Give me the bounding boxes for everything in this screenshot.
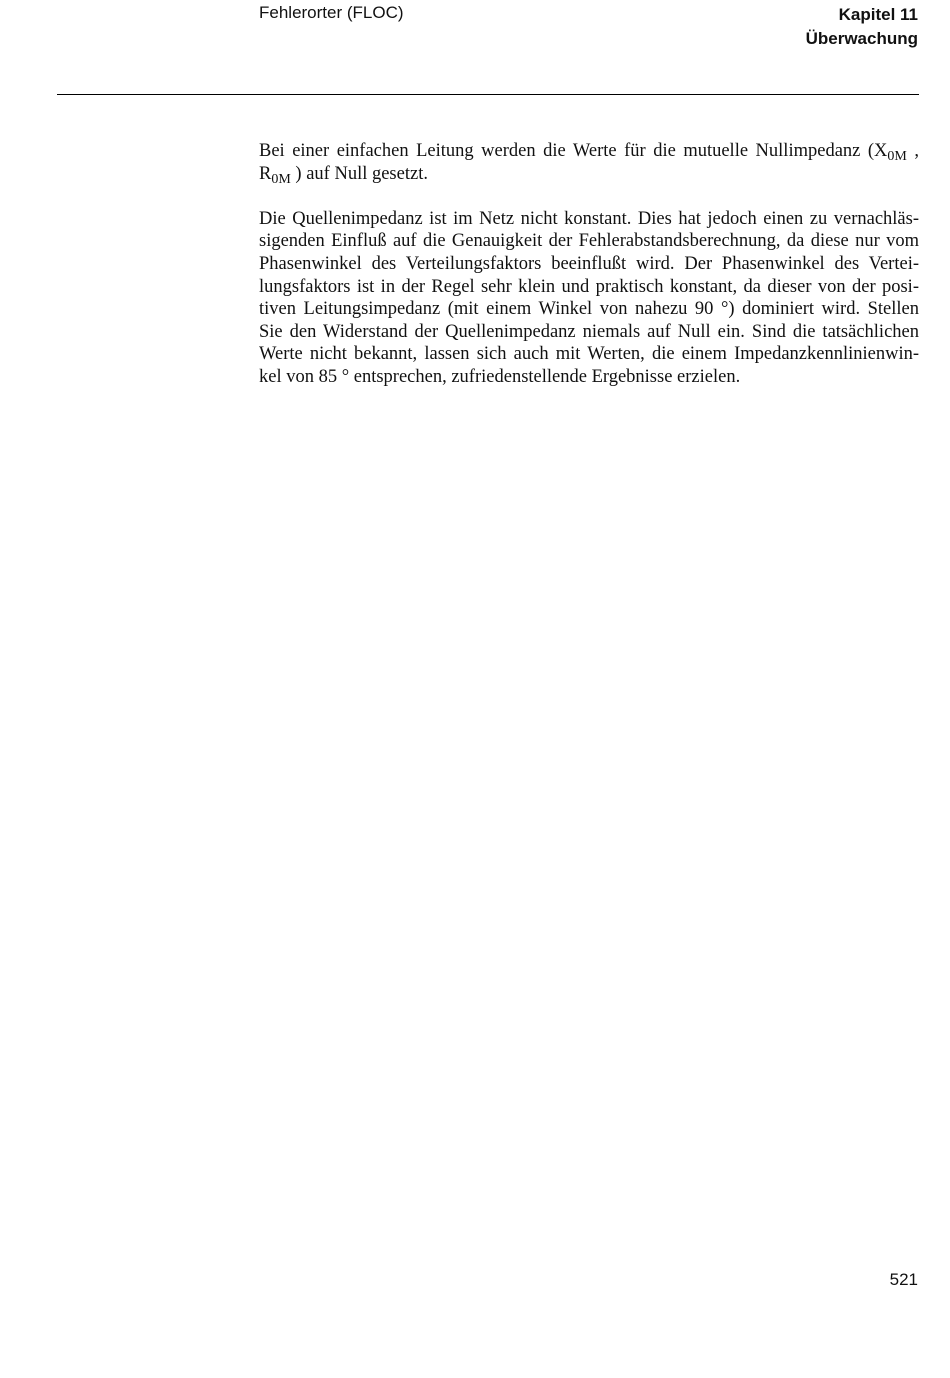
paragraph-2-line: kel von 85 ° entsprechen, zufriedenstellende Ergebnisse erzielen. — [259, 366, 741, 387]
paragraph-2-line: Phasenwinkel des Verteilungsfaktors beeinflußt wird. Der Phasenwinkel des Vertei- — [259, 253, 919, 274]
header-chapter-number: Kapitel 11 — [838, 5, 918, 24]
paragraph-1-comma: , — [906, 141, 919, 161]
paragraph-2-line: Werte nicht bekannt, lassen sich auch mit Werten, die einem Impedanzkennlinienwin- — [259, 344, 919, 365]
paragraph-2-line: tiven Leitungsimpedanz (mit einem Winkel von nahezu 90 °) dominiert wird. Stellen — [259, 299, 919, 320]
paragraph-2-line: sigenden Einfluß auf die Genauigkeit der Fehlerabstandsberechnung, da diese nur vom — [259, 231, 919, 252]
header-divider — [57, 94, 919, 95]
subscript-r0m: 0M — [271, 171, 291, 187]
paragraph-1-r-symbol: R — [259, 163, 272, 184]
paragraph-source-impedance — [259, 208, 919, 389]
paragraph-1-text: Bei einer einfachen Leitung werden die Werte für die mutuelle Nullimpedanz (X — [259, 141, 888, 161]
subscript-x0m: 0M — [887, 149, 907, 164]
paragraph-2-line: lungsfaktors ist in der Regel sehr klein und praktisch konstant, da dieser von der posi- — [259, 276, 919, 297]
paragraph-1-line-1 — [259, 140, 919, 163]
header-chapter-block — [806, 3, 918, 51]
paragraph-2-line: Sie den Widerstand der Quellenimpedanz niemals auf Null ein. Sind die tatsächlichen — [259, 321, 919, 342]
header-chapter-title: Überwachung — [805, 29, 918, 48]
header-section-title: Fehlerorter (FLOC) — [259, 3, 404, 22]
paragraph-1-line-2 — [259, 163, 919, 186]
page-number: 521 — [889, 1270, 918, 1289]
paragraph-zero-impedance — [259, 140, 919, 185]
body-text — [259, 140, 919, 411]
paragraph-1-tail: ) auf Null gesetzt. — [290, 163, 428, 184]
paragraph-2-line: Die Quellenimpedanz ist im Netz nicht konstant. Dies hat jedoch einen zu vernachläs- — [259, 208, 919, 229]
